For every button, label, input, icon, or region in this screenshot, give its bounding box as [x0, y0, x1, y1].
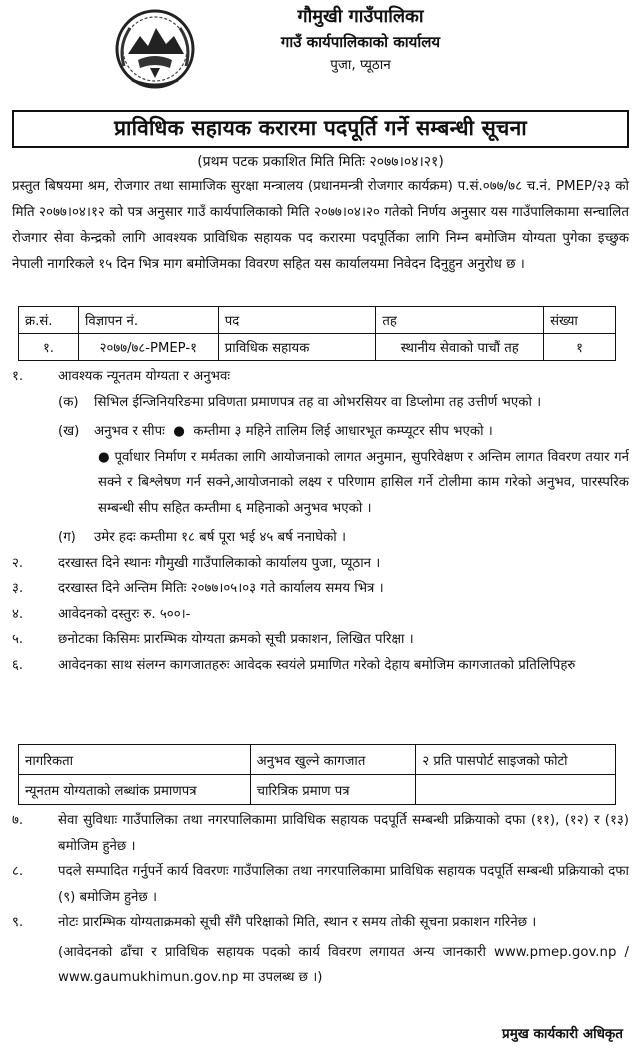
- table-cell: स्थानीय सेवाको पाचौं तह: [376, 334, 544, 361]
- additional-items-list: [12, 808, 629, 991]
- table-cell: चारित्रिक प्रमाण पत्र: [250, 775, 416, 805]
- sub-item-label: (क): [58, 394, 79, 410]
- sub-item-text: उमेर हदः कम्तीमा १८ बर्ष पूरा भई ४५ बर्ष ननाघेको ।: [94, 530, 346, 545]
- list-item: [12, 859, 629, 910]
- item-text: दरखास्त दिने अन्तिम मितिः २०७७।०५।०३ गते कार्यालय समय भित्र ।: [58, 581, 384, 596]
- municipality-name: गौमुखी गाउँपालिका: [297, 6, 424, 27]
- table-cell: प्राविधिक सहायक: [218, 334, 376, 361]
- notice-title: प्राविधिक सहायक करारमा पदपूर्ति गर्ने सम्बन्धी सूचना: [12, 110, 629, 148]
- table-header-cell: तह: [376, 307, 544, 334]
- table-header-cell: संख्या: [544, 307, 616, 334]
- list-item: [12, 808, 629, 859]
- bullet-text: पूर्वाधार निर्माण र मर्मतका लागि आयोजनाको लागत अनुमान, सुपरिवेक्षण र अन्तिम लागत विवरण तयार गर्न सक्ने र बिश्लेषण गर्न सक्ने,आयोजनाको लक्ष्य र परिणाम हासिल गर्ने टोलीमा काम गरेको अनुभव, पारस्परिक सम्बन्धी सीप सहित कम्तीमा ६ महिनाको अनुभव भएको ।: [98, 449, 629, 516]
- sub-item-text: [94, 419, 629, 445]
- signatory-title: प्रमुख कार्यकारी अधिकृत: [502, 1026, 623, 1042]
- sub-item-text: सिभिल ईन्जिनियरिङमा प्रविणता प्रमाणपत्र तह वा ओभरसियर वा डिप्लोमा तह उत्तीर्ण भएको ।: [94, 394, 542, 410]
- table-cell: [416, 775, 616, 805]
- item-text: दरखास्त दिने स्थानः गौमुखी गाउँपालिकाको कार्यालय पुजा, प्यूठान ।: [58, 555, 381, 571]
- table-cell: १: [544, 334, 616, 361]
- bullet-icon: ●: [98, 449, 115, 465]
- table-header-cell: क्र.सं.: [19, 307, 79, 334]
- documents-table: [18, 744, 616, 805]
- table-row: [19, 334, 616, 361]
- item-text: आवेदनको दस्तुरः रु. ५००।-: [58, 606, 191, 622]
- list-item: [12, 910, 629, 936]
- info-note: (आवेदनको ढाँचा र प्राविधिक सहायक पदको कार्य विवरण लगायत अन्य जानकारी www.pmep.gov.np / www.gaumukhimun.gov.np मा उपलब्ध छ ।): [58, 944, 629, 985]
- item-text: छनोटका किसिमः प्रारम्भिक योग्यता क्रमको सूची प्रकाशन, लिखित परिक्षा ।: [58, 632, 414, 647]
- office-title-block: [190, 4, 531, 76]
- bullet-icon: ●: [169, 424, 190, 439]
- nepal-emblem-icon: [110, 6, 200, 92]
- table-cell: नागरिकता: [19, 745, 251, 775]
- item-text: आवेदनका साथ संलग्न कागजातहरुः आवेदक स्वयंले प्रमाणित गरेको देहाय बमोजिम कागजातको प्रतिलिपिहरु: [58, 657, 576, 673]
- table-row: [19, 745, 616, 775]
- item-number: ४.: [12, 606, 24, 622]
- sub-item-label: (ग): [58, 530, 76, 545]
- item-number: ६.: [12, 657, 24, 673]
- item-number: ९.: [12, 915, 24, 930]
- item-number: ८.: [12, 864, 24, 879]
- table-row: [19, 775, 616, 805]
- table-header-row: [19, 307, 616, 334]
- item-text: नोटः प्रारम्भिक योग्यताक्रमको सूची सँगै परिक्षाको मिति, स्थान र समय तोकी सूचना प्रकाशन गरिनेछ ।: [58, 915, 537, 930]
- intro-paragraph: प्रस्तुत बिषयमा श्रम, रोजगार तथा सामाजिक सुरक्षा मन्त्रालय (प्रधानमन्त्री रोजगार कार्यक्रम) प.सं.०७७/७८ च.नं. PMEP/२३ को मिति २०७७।०४।१२ को पत्र अनुसार गाउँ कार्यपालिकाको मिति २०७७।०४।२० गतेको निर्णय अनुसार यस गाउँपालिकामा सन्चालित रोजगार सेवा केन्द्रको लागि आवश्यक प्राविधिक सहायक पद करारमा पदपूर्तिका लागि निम्न बमोजिम योग्यता पुगेका इच्छुक नेपाली नागरिकले १५ दिन भित्र माग बमोजिमका विवरण सहित यस कार्यालयमा निवेदन दिनुहुन अनुरोध छ ।: [12, 179, 629, 272]
- table-header-cell: विज्ञापन नं.: [78, 307, 218, 334]
- sub-item-prefix: अनुभव र सीपः: [94, 424, 165, 439]
- publication-date: (प्रथम पटक प्रकाशित मिति मितिः २०७७।०४।२१): [197, 154, 444, 170]
- table-header-cell: पद: [218, 307, 376, 334]
- item-number: ५.: [12, 632, 24, 647]
- item-number: ७.: [12, 813, 24, 828]
- letterhead: [10, 0, 631, 108]
- list-item: [12, 576, 629, 602]
- sub-item-ga: [12, 525, 629, 551]
- sub-item-ka: [12, 390, 629, 416]
- table-cell: २०७७/७८-PMEP-१: [78, 334, 218, 361]
- bullet-item: [12, 445, 629, 522]
- list-item: [12, 602, 629, 628]
- table-cell: न्यूनतम योग्यताको लब्धांक प्रमाणपत्र: [19, 775, 251, 805]
- item-text: आवश्यक न्यूनतम योग्यता र अनुभवः: [58, 369, 231, 384]
- table-cell: १.: [19, 334, 79, 361]
- item-number: ३.: [12, 581, 24, 596]
- sub-item-label: (ख): [58, 424, 80, 439]
- post-table: [18, 306, 616, 361]
- office-name: गाउँ कार्यपालिकाको कार्यालय: [280, 33, 441, 51]
- item-number: १.: [12, 369, 24, 384]
- item-text: सेवा सुविधाः गाउँपालिका तथा नगरपालिकामा प्राविधिक सहायक पदपूर्ति सम्बन्धी प्रक्रियाको दफा (११), (१२) र (१३) बमोजिम हुनेछ ।: [58, 813, 629, 854]
- table-cell: २ प्रति पासपोर्ट साइजको फोटो: [416, 745, 616, 775]
- list-item: [12, 364, 629, 390]
- bullet-text: कम्तीमा ३ महिने तालिम लिई आधारभूत कम्प्यूटर सीप भएको ।: [193, 424, 493, 439]
- item-number: २.: [12, 555, 24, 571]
- list-item: [12, 653, 629, 679]
- list-item: [12, 627, 629, 653]
- requirements-list: [12, 364, 629, 678]
- item-text: पदले सम्पादित गर्नुपर्ने कार्य विवरणः गाउँपालिका तथा नगरपालिकामा प्राविधिक सहायक पदपूर्ति सम्बन्धी प्रक्रियाको दफा (९) बमोजिम हुनेछ ।: [58, 864, 629, 905]
- office-location: पुजा, प्यूठान: [330, 57, 391, 73]
- list-item: [12, 551, 629, 577]
- sub-item-kha: [12, 419, 629, 445]
- table-cell: अनुभव खुल्ने कागजात: [250, 745, 416, 775]
